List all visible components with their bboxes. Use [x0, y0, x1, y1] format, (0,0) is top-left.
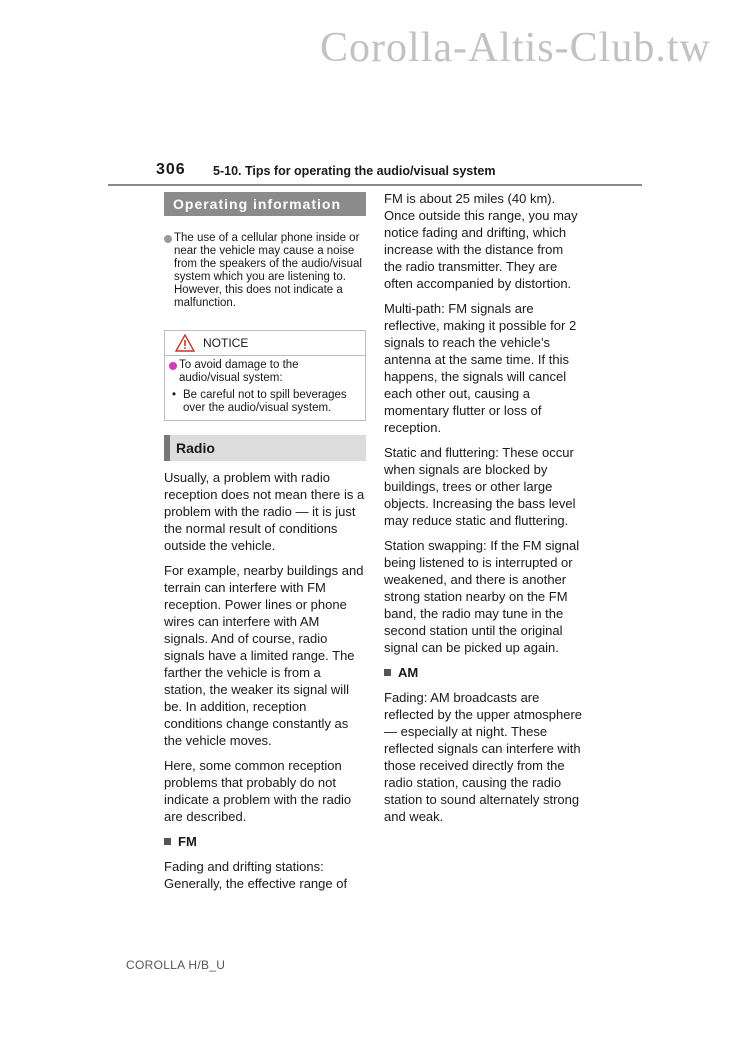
- section-title: 5-10. Tips for operating the audio/visual system: [213, 164, 496, 178]
- notice-box: [164, 330, 366, 421]
- sub-bullet-icon: •: [172, 389, 177, 401]
- fm-paragraph-3: Static and fluttering: These occur when signals are blocked by buildings, trees or other large objects. Increasing the bass level may reduce static and fluttering.: [384, 445, 576, 528]
- notice-sub-item-text: Be careful not to spill beverages over the audio/visual system.: [183, 389, 347, 414]
- fm-paragraph-1: FM is about 25 miles (40 km). Once outside this range, you may notice fading and drifting, which increase with the distance from the radio transmitter. They are often accompanied by distortion.: [384, 191, 578, 291]
- radio-paragraph-3: Here, some common reception problems that probably do not indicate a problem with the radio are described.: [164, 758, 352, 824]
- watermark: Corolla-Altis-Club.tw: [320, 25, 711, 71]
- footer-model: COROLLA H/B_U: [126, 958, 226, 972]
- fm-paragraph-4: Station swapping: If the FM signal being listened to is interrupted or weakened, and there is another strong station nearby on the FM band, the radio may tune in the second station until the original signal can be picked up again.: [384, 538, 580, 655]
- am-paragraph: Fading: AM broadcasts are reflected by the upper atmosphere — especially at night. These reflected signals can interfere with those received directly from the radio station, causing the radio station to sound alternately strong and weak.: [384, 690, 583, 824]
- notice-dot-icon: [169, 362, 177, 370]
- am-subheading: [384, 664, 584, 681]
- left-column: [164, 192, 366, 892]
- notice-item: [169, 359, 361, 385]
- page-number: 306: [156, 161, 186, 178]
- square-bullet-icon: [164, 838, 171, 845]
- right-column: [384, 190, 584, 825]
- fm-intro: Fading and drifting stations: Generally, the effective range of: [164, 859, 348, 891]
- notice-body: [165, 356, 365, 420]
- notice-sub-item: [169, 389, 361, 415]
- radio-paragraph-2: For example, nearby buildings and terrain can interfere with FM reception. Power lines or phone wires can interfere with AM signals. And of course, radio signals have a limited range. The farther the vehicle is from a station, the weaker its signal will be. In addition, reception conditions change constantly as the vehicle moves.: [164, 563, 364, 748]
- operating-info-bullet: [164, 232, 366, 310]
- warning-triangle-icon: [175, 334, 195, 352]
- square-bullet-icon: [384, 669, 391, 676]
- fm-subheading: [164, 833, 366, 850]
- notice-title: NOTICE: [203, 335, 249, 350]
- notice-header: [165, 331, 365, 356]
- fm-paragraph-2: Multi-path: FM signals are reflective, making it possible for 2 signals to reach the vehicle’s antenna at the same time. If this happens, the signals will cancel each other out, causing a momentary flutter or loss of reception.: [384, 301, 577, 435]
- notice-item-text: To avoid damage to the audio/visual system:: [179, 359, 299, 384]
- operating-info-text: The use of a cellular phone inside or near the vehicle may cause a noise from the speakers of the audio/visual system which you are listening to. However, this does not indicate a malfunction.: [174, 232, 362, 309]
- page-header: [108, 158, 642, 186]
- operating-info-heading: Operating information: [164, 192, 366, 216]
- bullet-dot-icon: [164, 235, 172, 243]
- fm-heading-text: FM: [178, 834, 197, 849]
- radio-heading: Radio: [164, 435, 366, 461]
- radio-paragraph-1: Usually, a problem with radio reception does not mean there is a problem with the radio — it is just the normal result of conditions outside the vehicle.: [164, 470, 365, 553]
- am-heading-text: AM: [398, 665, 419, 680]
